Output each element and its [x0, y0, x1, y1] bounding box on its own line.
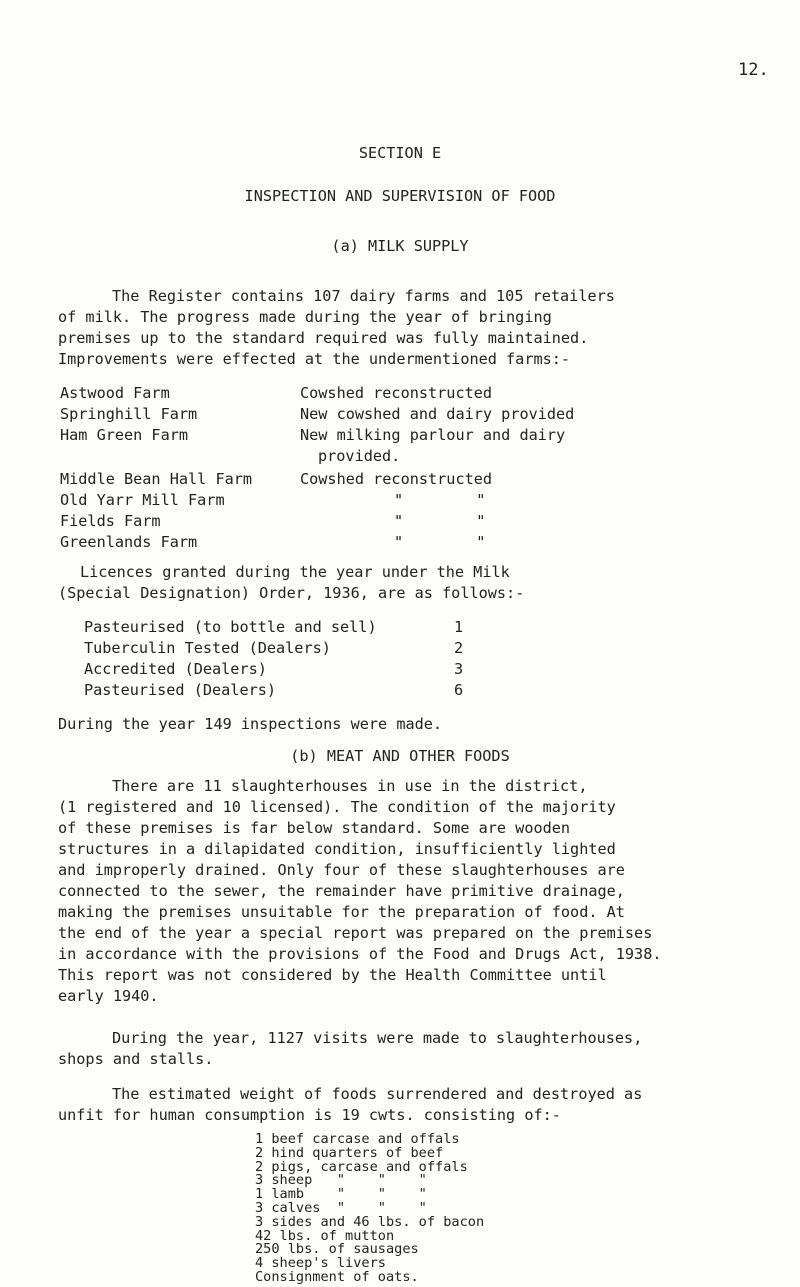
- meat-line: (1 registered and 10 licensed). The condition of the majority: [58, 798, 616, 816]
- licence-type: Tuberculin Tested (Dealers): [84, 639, 331, 657]
- meat-line: connected to the sewer, the remainder have primitive drainage,: [58, 882, 625, 900]
- milk-intro-line: of milk. The progress made during the year of bringing: [58, 308, 552, 326]
- licence-count: 2: [454, 639, 464, 657]
- food-item: Consignment of oats.: [255, 1269, 419, 1285]
- farm-name: Springhill Farm: [60, 405, 198, 423]
- food-item: 250 lbs. of sausages: [255, 1241, 419, 1258]
- food-item: 1 lamb " " ": [255, 1186, 427, 1203]
- meat-line: structures in a dilapidated condition, insufficiently lighted: [58, 840, 616, 858]
- meat-line: of these premises is far below standard. Some are wooden: [58, 819, 571, 837]
- licence-count: 6: [454, 681, 464, 699]
- meat-heading: (b) MEAT AND OTHER FOODS: [290, 747, 510, 765]
- farm-work: Cowshed reconstructed: [300, 470, 493, 488]
- food-item: 3 calves " " ": [255, 1200, 427, 1216]
- page-number: 12.: [738, 60, 769, 80]
- meat-line: There are 11 slaughterhouses in use in the district,: [112, 777, 588, 795]
- farm-name: Old Yarr Mill Farm: [60, 491, 225, 509]
- licence-type: Accredited (Dealers): [84, 660, 267, 678]
- inspections-statement: During the year 149 inspections were made.: [58, 715, 443, 733]
- food-item: 2 hind quarters of beef: [255, 1144, 444, 1161]
- licence-count: 1: [454, 618, 464, 636]
- section-label: SECTION E: [358, 144, 442, 162]
- farm-name: Middle Bean Hall Farm: [60, 470, 253, 488]
- milk-intro-line: The Register contains 107 dairy farms and 105 retailers: [112, 287, 615, 305]
- milk-intro-line: premises up to the standard required was fully maintained.: [58, 329, 589, 347]
- visits-line: shops and stalls.: [58, 1050, 214, 1068]
- meat-line: This report was not considered by the Health Committee until: [58, 966, 607, 984]
- farm-work: New cowshed and dairy provided: [300, 405, 575, 423]
- farm-name: Fields Farm: [60, 512, 161, 530]
- meat-line: and improperly drained. Only four of these slaughterhouses are: [58, 861, 625, 879]
- food-item: 42 lbs. of mutton: [255, 1227, 395, 1244]
- farm-work: Cowshed reconstructed: [300, 384, 493, 402]
- visits-line: During the year, 1127 visits were made to slaughterhouses,: [112, 1029, 643, 1047]
- farm-work: " ": [394, 512, 486, 530]
- meat-line: early 1940.: [58, 987, 159, 1005]
- farm-work: New milking parlour and dairy: [300, 426, 566, 444]
- milk-intro-line: Improvements were effected at the undermentioned farms:-: [58, 350, 571, 368]
- licences-intro-line: (Special Designation) Order, 1936, are as follows:-: [58, 584, 525, 602]
- licence-type: Pasteurised (to bottle and sell): [84, 618, 377, 636]
- farm-name: Astwood Farm: [60, 384, 170, 402]
- meat-line: in accordance with the provisions of the Food and Drugs Act, 1938.: [58, 945, 662, 963]
- farm-work: " ": [394, 533, 486, 551]
- milk-supply-heading: (a) MILK SUPPLY: [331, 237, 469, 255]
- farm-work: " ": [394, 491, 486, 509]
- licence-count: 3: [454, 660, 464, 678]
- farm-name: Greenlands Farm: [60, 533, 198, 551]
- surrendered-line: unfit for human consumption is 19 cwts. consisting of:-: [58, 1106, 561, 1124]
- section-title: INSPECTION AND SUPERVISION OF FOOD: [244, 187, 556, 205]
- food-item: 2 pigs, carcase and offals: [255, 1158, 468, 1175]
- food-item: 1 beef carcase and offals: [255, 1131, 460, 1147]
- licence-type: Pasteurised (Dealers): [84, 681, 277, 699]
- food-item: 4 sheep's livers: [255, 1255, 386, 1272]
- food-item: 3 sides and 46 lbs. of bacon: [255, 1213, 485, 1230]
- surrendered-line: The estimated weight of foods surrendered and destroyed as: [112, 1085, 643, 1103]
- food-item: 3 sheep " " ": [255, 1172, 427, 1189]
- licences-intro-line: Licences granted during the year under the Milk: [80, 563, 510, 581]
- meat-line: the end of the year a special report was prepared on the premises: [58, 924, 653, 942]
- meat-line: making the premises unsuitable for the preparation of food. At: [58, 903, 625, 921]
- farm-name: Ham Green Farm: [60, 426, 189, 444]
- farm-work: provided.: [318, 447, 401, 465]
